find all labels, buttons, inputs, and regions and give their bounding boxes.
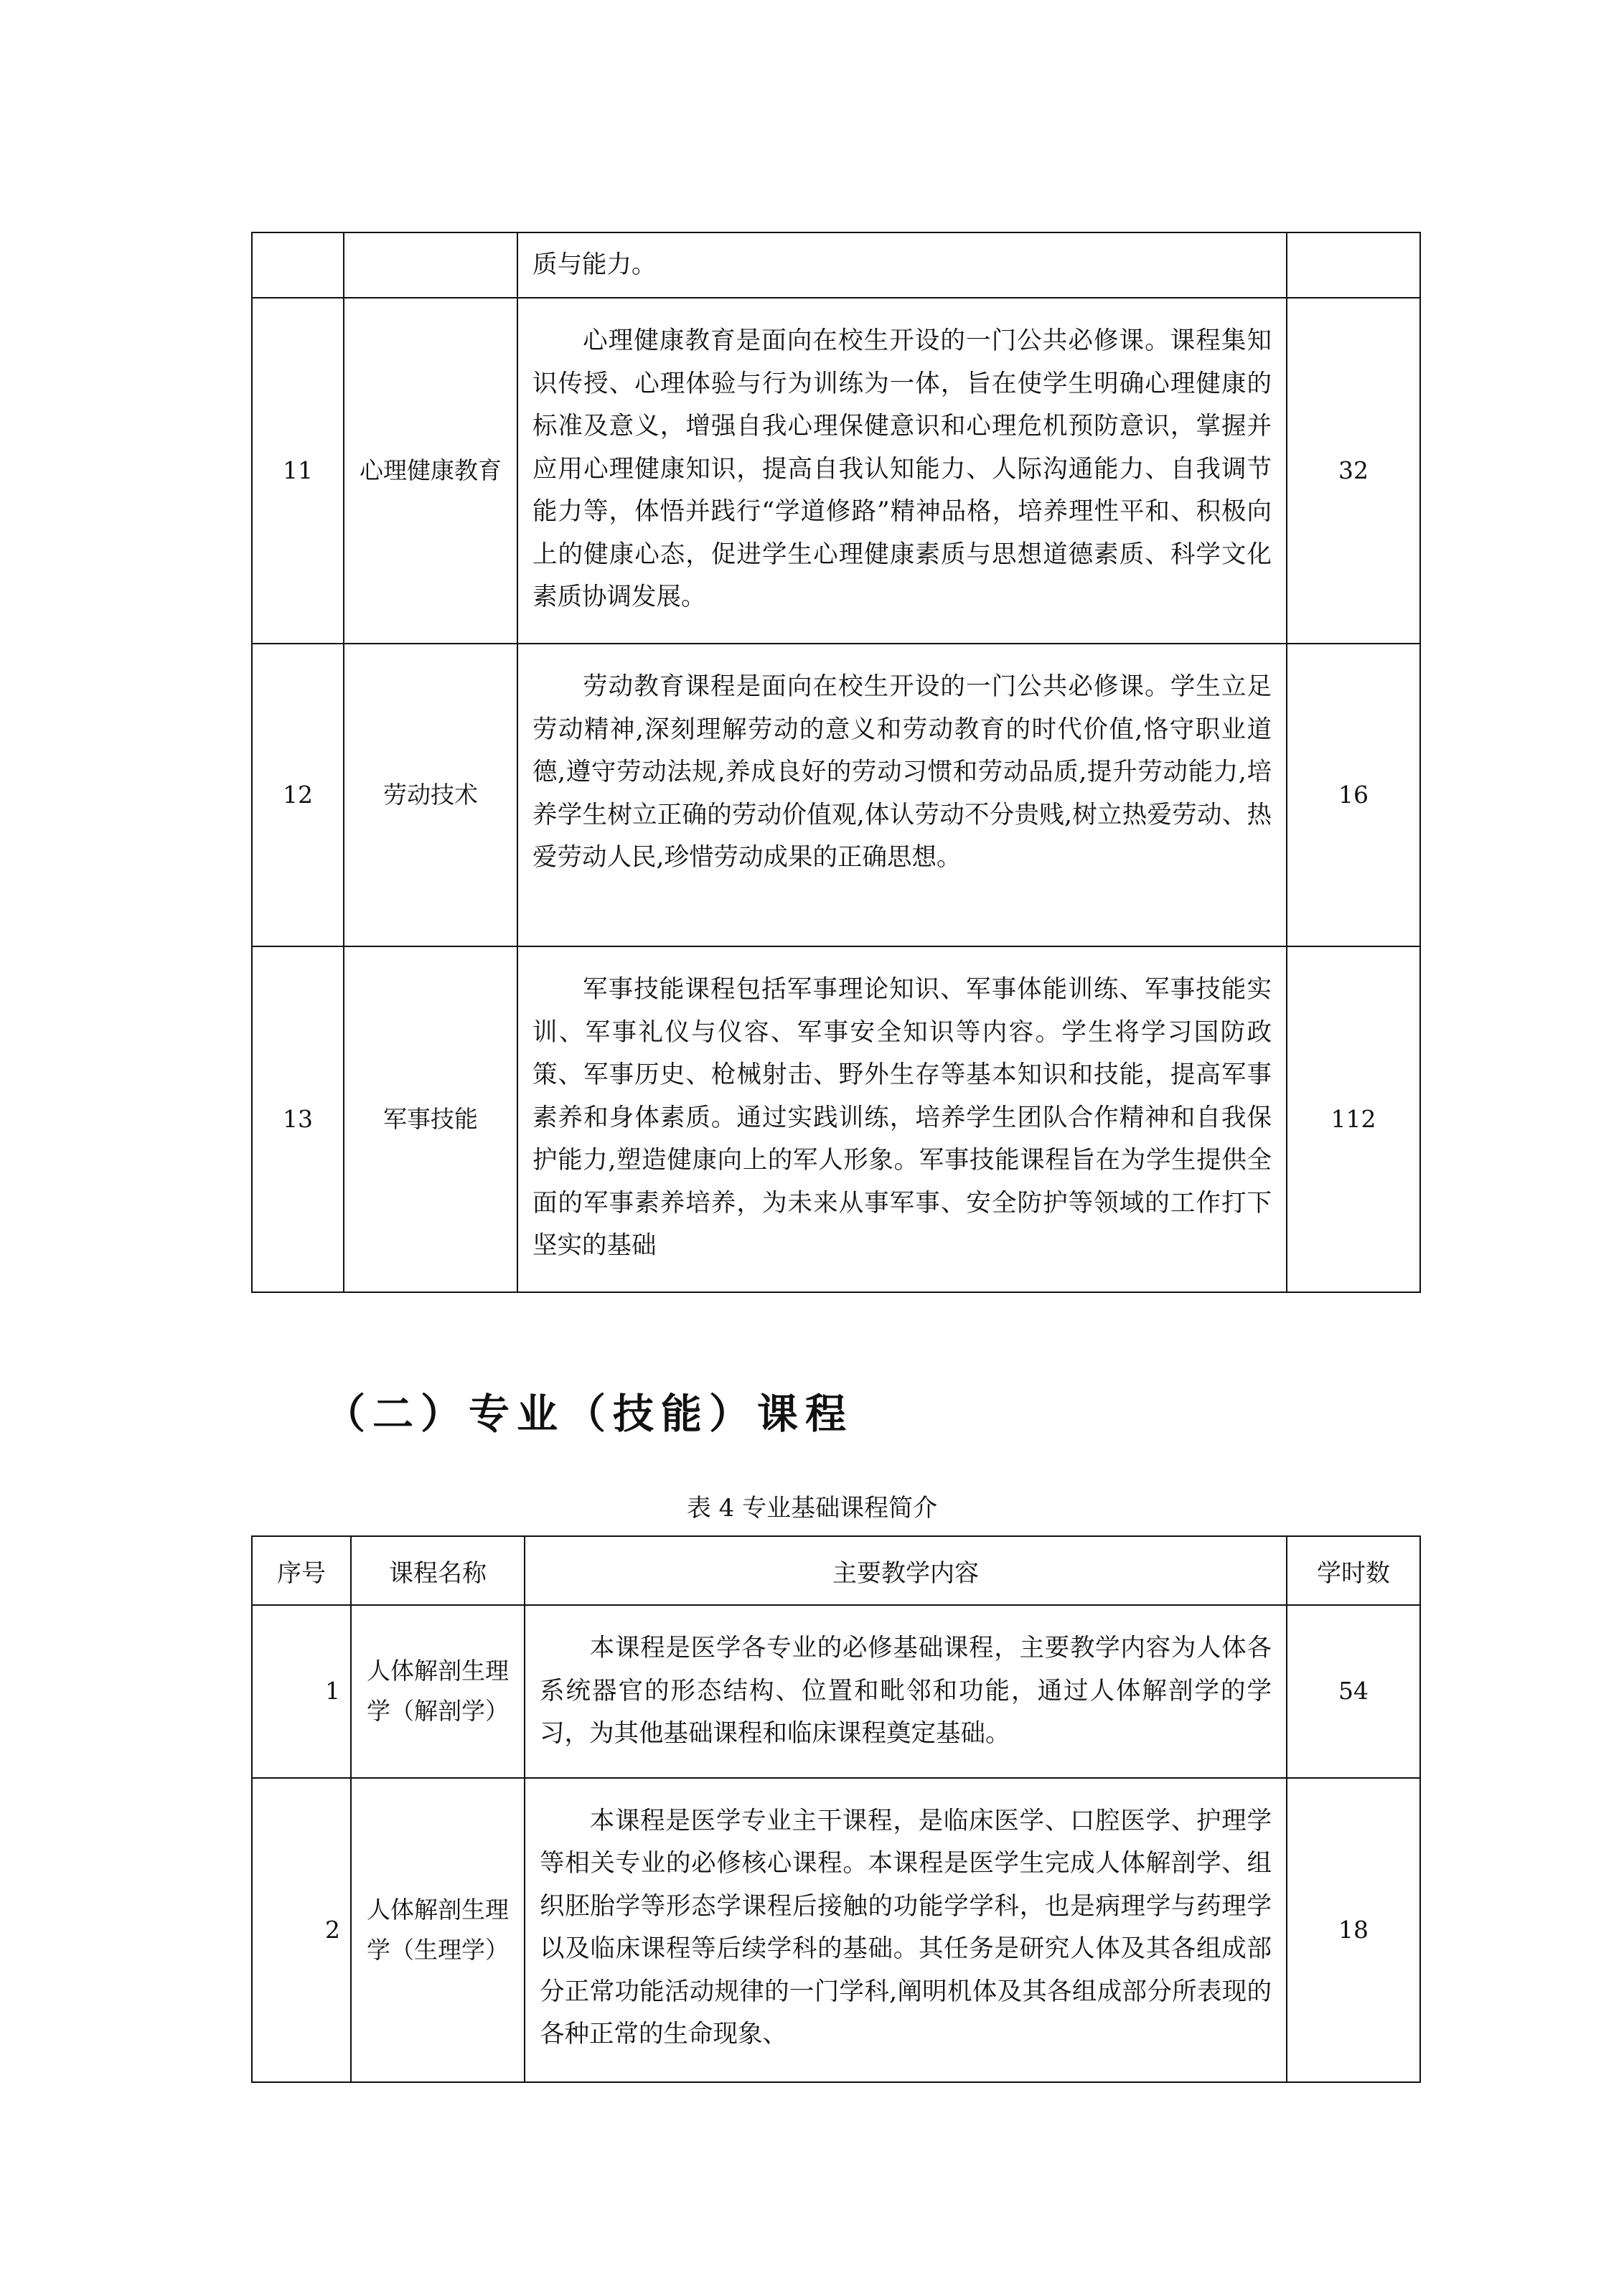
course-description [517, 644, 1287, 946]
course-number: 12 [252, 644, 344, 946]
table-header-row [252, 1536, 1420, 1605]
course-hours: 32 [1287, 298, 1420, 644]
public-courses-table-continued [251, 232, 1421, 1293]
course-number [252, 232, 344, 298]
course-hours [1287, 232, 1420, 298]
course-hours: 16 [1287, 644, 1420, 946]
course-description [525, 1605, 1287, 1778]
table-row [252, 946, 1420, 1292]
course-number: 11 [252, 298, 344, 644]
course-hours: 112 [1287, 946, 1420, 1292]
course-name: 军事技能 [344, 946, 517, 1292]
course-description [517, 232, 1287, 298]
course-description-text: 军事技能课程包括军事理论知识、军事体能训练、军事技能实训、军事礼仪与仪容、军事安全知识等内容。学生将学习国防政策、军事历史、枪械射击、野外生存等基本知识和技能，提高军事素养和身体素质。通过实践训练，培养学生团队合作精神和自我保护能力,塑造健康向上的军人形象。军事技能课程旨在为学生提供全面的军事素养培养，为未来从事军事、安全防护等领域的工作打下坚实的基础 [532, 975, 1272, 1260]
header-number: 序号 [252, 1536, 351, 1605]
table-caption: 表 4 专业基础课程简介 [686, 1494, 938, 1523]
course-name [344, 232, 517, 298]
header-main-content: 主要教学内容 [525, 1536, 1287, 1605]
header-hours: 学时数 [1287, 1536, 1420, 1605]
section-heading: （二）专业（技能）课程 [324, 1390, 853, 1438]
table-row [252, 1778, 1420, 2082]
course-name: 人体解剖生理学（生理学） [351, 1778, 525, 2082]
major-foundation-courses-table [251, 1535, 1421, 2083]
course-name: 人体解剖生理学（解剖学） [351, 1605, 525, 1778]
course-description-text: 劳动教育课程是面向在校生开设的一门公共必修课。学生立足劳动精神,深刻理解劳动的意义和劳动教育的时代价值,恪守职业道德,遵守劳动法规,养成良好的劳动习惯和劳动品质,提升劳动能力,培养学生树立正确的劳动价值观,体认劳动不分贵贱,树立热爱劳动、热爱劳动人民,珍惜劳动成果的正确思想。 [532, 672, 1272, 872]
table-row [252, 298, 1420, 644]
course-description-text: 本课程是医学专业主干课程，是临床医学、口腔医学、护理学等相关专业的必修核心课程。本课程是医学生完成人体解剖学、组织胚胎学等形态学课程后接触的功能学学科，也是病理学与药理学以及临床课程等后续学科的基础。其任务是研究人体及其各组成部分正常功能活动规律的一门学科,阐明机体及其各组成部分所表现的各种正常的生命现象、 [540, 1806, 1272, 2048]
table-row [252, 644, 1420, 946]
course-name: 劳动技术 [344, 644, 517, 946]
table-row [252, 1605, 1420, 1778]
course-number: 1 [252, 1605, 351, 1778]
course-number: 13 [252, 946, 344, 1292]
table-row [252, 232, 1420, 298]
course-description [517, 946, 1287, 1292]
course-description-text: 心理健康教育是面向在校生开设的一门公共必修课。课程集知识传授、心理体验与行为训练为一体，旨在使学生明确心理健康的标准及意义，增强自我心理保健意识和心理危机预防意识，掌握并应用心理健康知识，提高自我认知能力、人际沟通能力、自我调节能力等，体悟并践行“学道修路”精神品格，培养理性平和、积极向上的健康心态，促进学生心理健康素质与思想道德素质、科学文化素质协调发展。 [532, 326, 1272, 611]
course-number: 2 [252, 1778, 351, 2082]
course-description-text: 本课程是医学各专业的必修基础课程，主要教学内容为人体各系统器官的形态结构、位置和毗邻和功能，通过人体解剖学的学习，为其他基础课程和临床课程奠定基础。 [540, 1634, 1272, 1748]
course-name: 心理健康教育 [344, 298, 517, 644]
course-description [517, 298, 1287, 644]
course-description-text: 质与能力。 [532, 250, 657, 279]
course-hours: 18 [1287, 1778, 1420, 2082]
course-hours: 54 [1287, 1605, 1420, 1778]
course-description [525, 1778, 1287, 2082]
header-course-name: 课程名称 [351, 1536, 525, 1605]
